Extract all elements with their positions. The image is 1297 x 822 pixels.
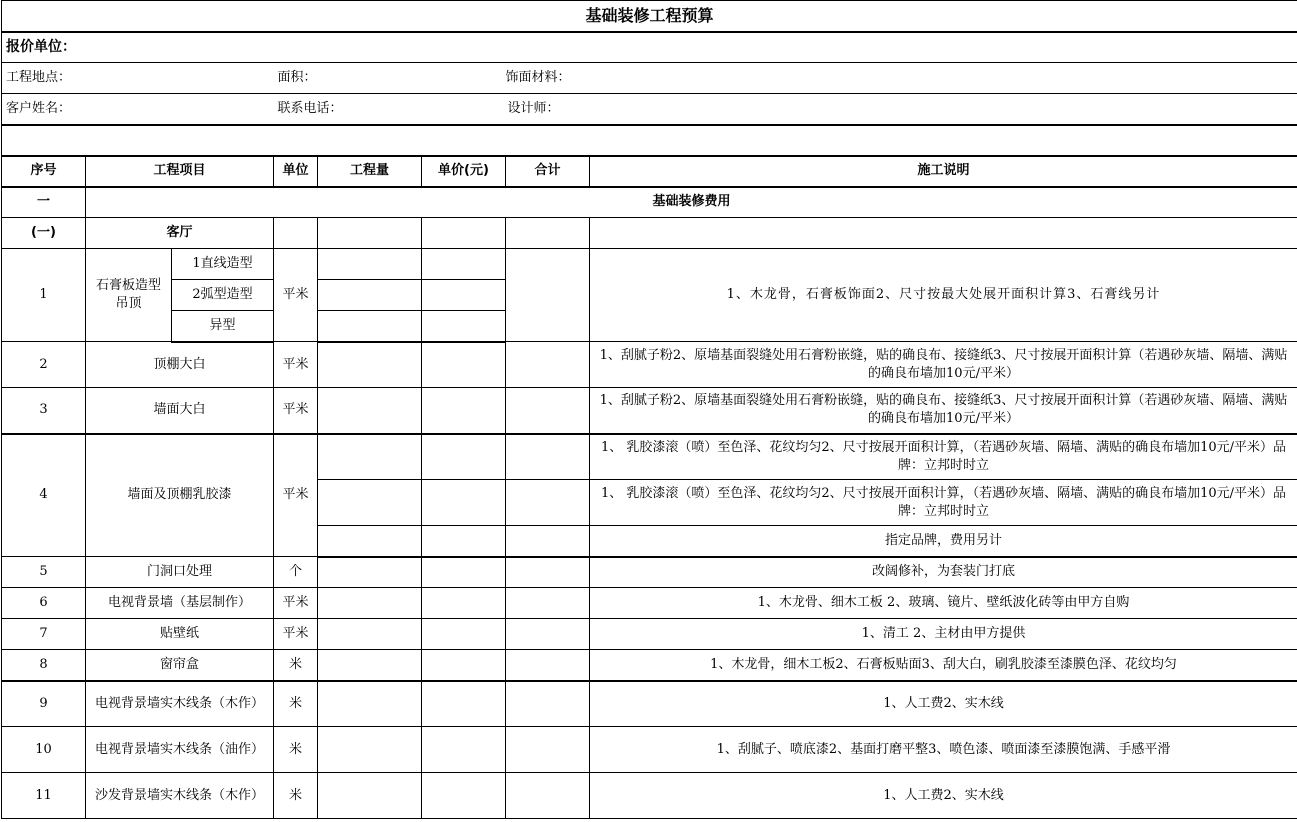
total-cell (506, 434, 590, 480)
row-subitem: 2弧型造型 (172, 280, 274, 311)
area-label: 面积： (274, 63, 506, 94)
price-cell (422, 311, 506, 342)
qty-cell (318, 342, 422, 388)
price-cell (422, 588, 506, 619)
row-item: 顶棚大白 (86, 342, 274, 388)
row-item: 电视背景墙实木线条（木作） (86, 681, 274, 727)
section-seq: 一 (2, 187, 86, 218)
row-subitem: 1直线造型 (172, 249, 274, 280)
table-row (2, 681, 1297, 727)
total-cell (506, 681, 590, 727)
total-cell (506, 619, 590, 650)
row-item: 墙面及顶棚乳胶漆 (86, 434, 274, 557)
row-item: 电视背景墙实木线条（油作） (86, 727, 274, 773)
cell (274, 218, 318, 249)
row-item: 贴壁纸 (86, 619, 274, 650)
price-cell (422, 727, 506, 773)
row-seq: 9 (2, 681, 86, 727)
header-seq: 序号 (2, 156, 86, 187)
blank-row (2, 125, 1297, 156)
table-row (2, 650, 1297, 681)
price-cell (422, 619, 506, 650)
cell (422, 218, 506, 249)
row-unit: 平米 (274, 619, 318, 650)
table-row (2, 388, 1297, 434)
row-seq: 6 (2, 588, 86, 619)
row-unit: 平米 (274, 588, 318, 619)
total-cell (506, 342, 590, 388)
table-row (2, 619, 1297, 650)
row-seq: 5 (2, 557, 86, 588)
price-cell (422, 526, 506, 557)
total-cell (506, 773, 590, 819)
qty-cell (318, 650, 422, 681)
row-desc: 1、刮腻子粉2、原墙基面裂缝处用石膏粉嵌缝，贴的确良布、接缝纸3、尺寸按展开面积计算（若遇砂灰墙、隔墙、满贴的确良布墙加10元/平米） (590, 342, 1297, 388)
qty-cell (318, 480, 422, 526)
header-row (2, 156, 1297, 187)
row-seq: 7 (2, 619, 86, 650)
total-cell (506, 388, 590, 434)
price-cell (422, 249, 506, 280)
row-desc: 改阔修补，为套装门打底 (590, 557, 1297, 588)
row-unit: 米 (274, 727, 318, 773)
location-label: 工程地点： (2, 63, 274, 94)
row-unit: 个 (274, 557, 318, 588)
cell (590, 218, 1297, 249)
price-cell (422, 773, 506, 819)
row-item: 墙面大白 (86, 388, 274, 434)
qty-cell (318, 727, 422, 773)
qty-cell (318, 388, 422, 434)
row-seq: 3 (2, 388, 86, 434)
qty-cell (318, 681, 422, 727)
info-row-2 (2, 94, 1297, 125)
designer-label: 设计师： (506, 94, 1297, 125)
row-seq: 8 (2, 650, 86, 681)
table-row (2, 727, 1297, 773)
quote-unit-label: 报价单位： (2, 32, 1297, 63)
total-cell (506, 557, 590, 588)
subsection-row (2, 218, 1297, 249)
material-label: 饰面材料： (506, 63, 1297, 94)
row-desc: 1、人工费2、实木线 (590, 681, 1297, 727)
qty-cell (318, 249, 422, 280)
table-row (2, 249, 1297, 280)
section-title: 基础装修费用 (86, 187, 1297, 218)
subsection-title: 客厅 (86, 218, 274, 249)
row-desc: 1、木龙骨，石膏板饰面2、尺寸按最大处展开面积计算3、石膏线另计 (590, 249, 1297, 342)
header-price: 单价(元) (422, 156, 506, 187)
price-cell (422, 388, 506, 434)
row-seq: 2 (2, 342, 86, 388)
qty-cell (318, 280, 422, 311)
row-desc: 1、清工 2、主材由甲方提供 (590, 619, 1297, 650)
row-unit: 米 (274, 650, 318, 681)
phone-label: 联系电话： (274, 94, 506, 125)
total-cell (506, 526, 590, 557)
header-total: 合计 (506, 156, 590, 187)
qty-cell (318, 526, 422, 557)
row-desc: 1、木龙骨、细木工板 2、玻璃、镜片、壁纸波化砖等由甲方自购 (590, 588, 1297, 619)
blank-cell (2, 125, 1297, 156)
table-row (2, 557, 1297, 588)
budget-table (1, 0, 1297, 819)
price-cell (422, 434, 506, 480)
row-item: 沙发背景墙实木线条（木作） (86, 773, 274, 819)
row-unit: 平米 (274, 342, 318, 388)
row-unit: 平米 (274, 388, 318, 434)
row-seq: 11 (2, 773, 86, 819)
table-row (2, 588, 1297, 619)
row-seq: 1 (2, 249, 86, 342)
header-item: 工程项目 (86, 156, 274, 187)
price-cell (422, 280, 506, 311)
qty-cell (318, 557, 422, 588)
price-cell (422, 480, 506, 526)
row-desc: 1、刮腻子粉2、原墙基面裂缝处用石膏粉嵌缝，贴的确良布、接缝纸3、尺寸按展开面积计算（若遇砂灰墙、隔墙、满贴的确良布墙加10元/平米） (590, 388, 1297, 434)
total-cell (506, 480, 590, 526)
client-name-label: 客户姓名： (2, 94, 274, 125)
price-cell (422, 557, 506, 588)
cell (506, 218, 590, 249)
subsection-seq: (一) (2, 218, 86, 249)
total-cell (506, 727, 590, 773)
table-row (2, 773, 1297, 819)
section-row (2, 187, 1297, 218)
row-item: 石膏板造型吊顶 (86, 249, 172, 342)
row-item: 窗帘盒 (86, 650, 274, 681)
row-item: 电视背景墙（基层制作） (86, 588, 274, 619)
total-cell (506, 650, 590, 681)
row-seq: 10 (2, 727, 86, 773)
row-desc: 1、刮腻子、喷底漆2、基面打磨平整3、喷色漆、喷面漆至漆膜饱满、手感平滑 (590, 727, 1297, 773)
row-unit: 米 (274, 773, 318, 819)
sheet-title: 基础装修工程预算 (2, 1, 1297, 32)
row-desc: 指定品牌，费用另计 (590, 526, 1297, 557)
row-item: 门洞口处理 (86, 557, 274, 588)
header-desc: 施工说明 (590, 156, 1297, 187)
row-desc: 1、人工费2、实木线 (590, 773, 1297, 819)
qty-cell (318, 434, 422, 480)
row-unit: 平米 (274, 434, 318, 557)
row-desc: 1、 乳胶漆滚（喷）至色泽、花纹均匀2、尺寸按展开面积计算，（若遇砂灰墙、隔墙、满贴的确良布墙加10元/平米）品牌：立邦时时立 (590, 434, 1297, 480)
row-seq: 4 (2, 434, 86, 557)
header-unit: 单位 (274, 156, 318, 187)
row-desc: 1、木龙骨，细木工板2、石膏板贴面3、刮大白，刷乳胶漆至漆膜色泽、花纹均匀 (590, 650, 1297, 681)
qty-cell (318, 588, 422, 619)
cell (318, 218, 422, 249)
qty-cell (318, 773, 422, 819)
qty-cell (318, 311, 422, 342)
table-row (2, 342, 1297, 388)
table-row (2, 434, 1297, 480)
total-cell (506, 249, 590, 342)
price-cell (422, 650, 506, 681)
row-subitem: 异型 (172, 311, 274, 342)
row-unit: 平米 (274, 249, 318, 342)
row-desc: 1、 乳胶漆滚（喷）至色泽、花纹均匀2、尺寸按展开面积计算，（若遇砂灰墙、隔墙、满贴的确良布墙加10元/平米）品牌：立邦时时立 (590, 480, 1297, 526)
row-unit: 米 (274, 681, 318, 727)
info-row-1 (2, 63, 1297, 94)
header-qty: 工程量 (318, 156, 422, 187)
price-cell (422, 681, 506, 727)
qty-cell (318, 619, 422, 650)
total-cell (506, 588, 590, 619)
price-cell (422, 342, 506, 388)
